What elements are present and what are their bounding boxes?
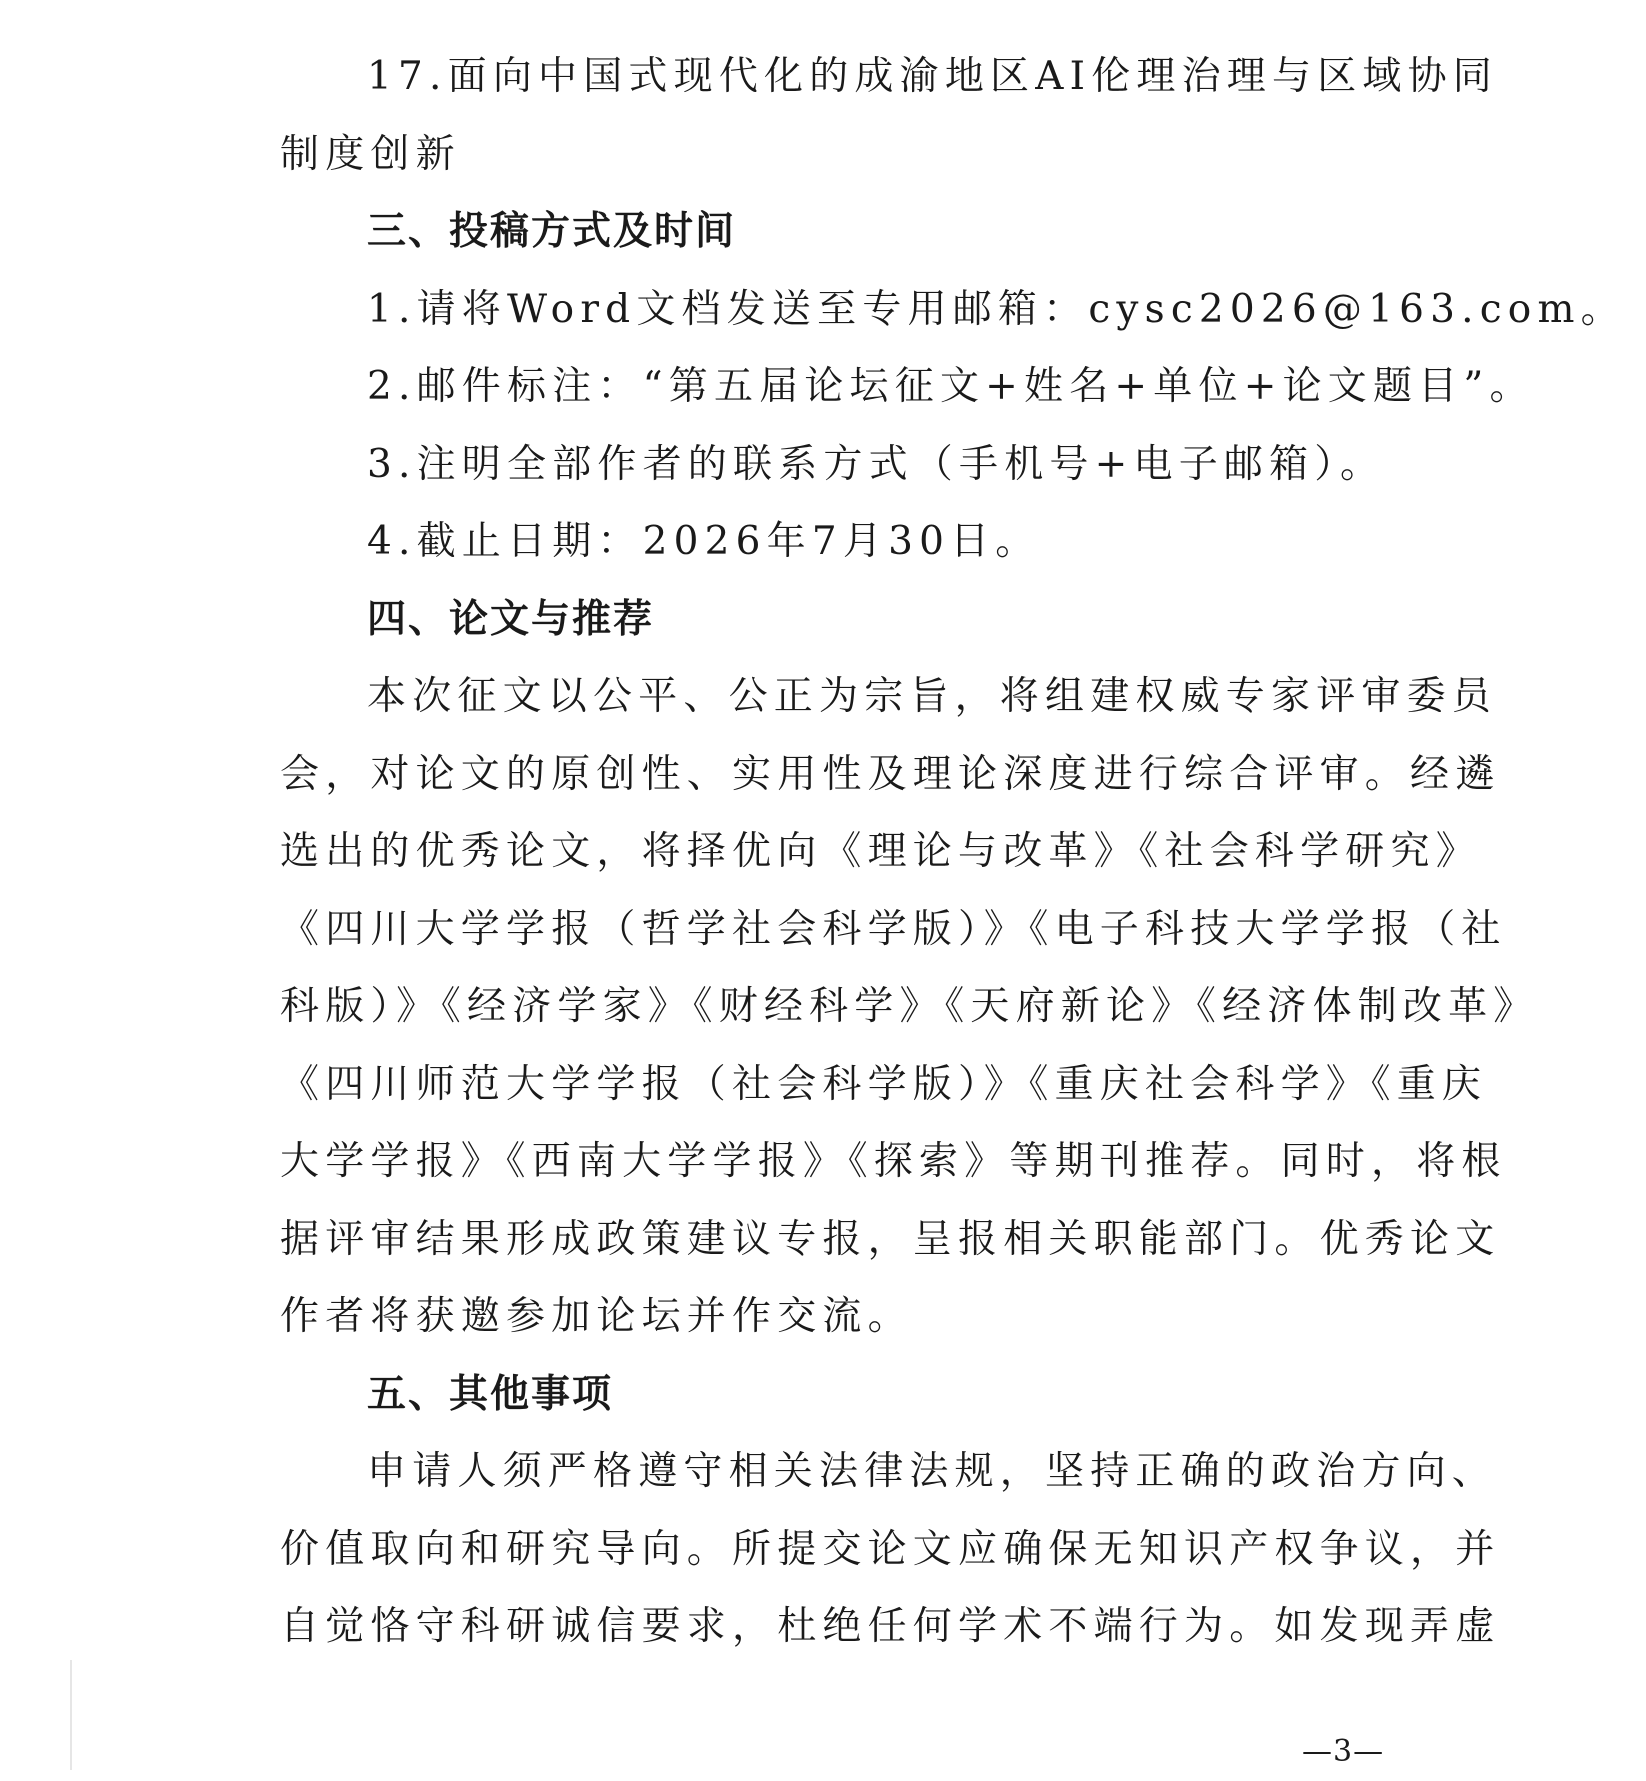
document-body bbox=[280, 38, 1626, 1666]
recommendation-paragraph-line: 《四川大学学报（哲学社会科学版）》《电子科技大学学报（社 bbox=[280, 906, 1507, 952]
other-matters-paragraph-line: 申请人须严格遵守相关法律法规，坚持正确的政治方向、 bbox=[367, 1449, 1498, 1494]
recommendation-paragraph-line: 会，对论文的原创性、实用性及理论深度进行综合评审。经遴 bbox=[280, 751, 1501, 797]
section-heading-other-matters: 五、其他事项 bbox=[367, 1371, 614, 1417]
scan-edge-mark bbox=[70, 1660, 72, 1770]
recommendation-paragraph-line: 大学学报》《西南大学学报》《探索》等期刊推荐。同时，将根 bbox=[280, 1139, 1507, 1184]
other-matters-paragraph-line: 价值取向和研究导向。所提交论文应确保无知识产权争议，并 bbox=[280, 1526, 1501, 1572]
recommendation-paragraph-line: 作者将获邀参加论坛并作交流。 bbox=[280, 1294, 913, 1339]
recommendation-paragraph-line: 《四川师范大学学报（社会科学版）》《重庆社会科学》《重庆 bbox=[280, 1061, 1488, 1107]
submission-item-1: 1.请将Word文档发送至专用邮箱：cysc2026@163.com。 bbox=[367, 286, 1626, 332]
recommendation-paragraph-line: 本次征文以公平、公正为宗旨，将组建权威专家评审委员 bbox=[367, 674, 1498, 719]
submission-item-4: 4.截止日期：2026年7月30日。 bbox=[367, 519, 1041, 564]
section-heading-recommendation: 四、论文与推荐 bbox=[367, 596, 655, 642]
section-heading-submission: 三、投稿方式及时间 bbox=[367, 209, 737, 254]
page-number: —3— bbox=[1302, 1734, 1385, 1769]
submission-item-3: 3.注明全部作者的联系方式（手机号+电子邮箱）。 bbox=[367, 441, 1386, 487]
topic-17-line-2: 制度创新 bbox=[280, 131, 461, 177]
submission-item-2: 2.邮件标注：“第五届论坛征文+姓名+单位+论文题目”。 bbox=[367, 364, 1535, 409]
recommendation-paragraph-line: 选出的优秀论文，将择优向《理论与改革》《社会科学研究》 bbox=[280, 829, 1481, 874]
recommendation-paragraph-line: 据评审结果形成政策建议专报，呈报相关职能部门。优秀论文 bbox=[280, 1216, 1501, 1262]
recommendation-paragraph-line: 科版）》《经济学家》《财经科学》《天府新论》《经济体制改革》 bbox=[280, 984, 1539, 1029]
topic-17-line-1: 17.面向中国式现代化的成渝地区AI伦理治理与区域协同 bbox=[367, 54, 1498, 99]
other-matters-paragraph-line: 自觉恪守科研诚信要求，杜绝任何学术不端行为。如发现弄虚 bbox=[280, 1604, 1501, 1649]
